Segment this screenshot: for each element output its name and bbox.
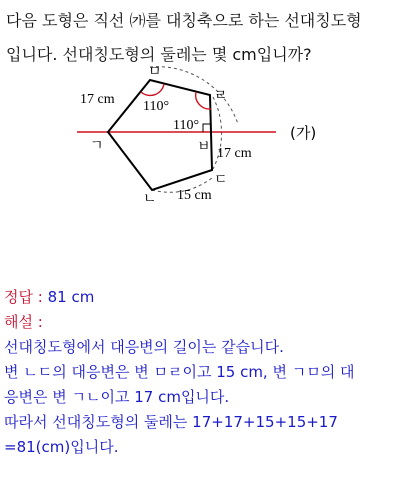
pentagon-figure <box>0 64 400 214</box>
vertex-label-m: ㅁ <box>148 64 162 80</box>
question-text <box>6 4 398 72</box>
explanation-label: 해설 : <box>4 313 43 331</box>
side-label-right: 17 cm <box>217 146 252 161</box>
question-line-1: 다음 도형은 직선 ㈎를 대칭축으로 하는 선대칭도형 <box>6 11 362 30</box>
explanation-line-4: 따라서 선대칭도형의 둘레는 17+17+15+15+17 <box>4 413 338 431</box>
right-angle-mark <box>203 124 211 132</box>
vertex-label-r: ㄹ <box>214 88 228 104</box>
pentagon-shape <box>108 80 212 190</box>
vertex-label-b: ㅂ <box>197 139 211 155</box>
angle-label-r: 110° <box>173 118 200 133</box>
vertex-label-g: ㄱ <box>90 138 104 154</box>
answer-row <box>4 285 398 310</box>
answer-value: 81 cm <box>47 288 95 306</box>
explanation-line-1: 선대칭도형에서 대응변의 길이는 같습니다. <box>4 338 284 356</box>
side-label-top: 17 cm <box>80 92 115 107</box>
explanation-line-5: =81(cm)입니다. <box>4 438 119 456</box>
vertex-label-d: ㄷ <box>214 172 228 188</box>
explanation-line-3: 응변은 변 ㄱㄴ이고 17 cm입니다. <box>4 388 230 406</box>
question-line-2: 입니다. 선대칭도형의 둘레는 몇 cm입니까? <box>6 45 312 64</box>
vertex-label-n: ㄴ <box>143 191 157 207</box>
explanation-line-2: 변 ㄴㄷ의 대응변은 변 ㅁㄹ이고 15 cm, 변 ㄱㅁ의 대 <box>4 363 355 381</box>
side-label-bottom: 15 cm <box>177 188 212 203</box>
angle-label-m: 110° <box>143 99 170 114</box>
axis-label: (가) <box>290 124 317 142</box>
answer-label: 정답 : <box>4 288 43 306</box>
answer-section <box>4 285 398 460</box>
